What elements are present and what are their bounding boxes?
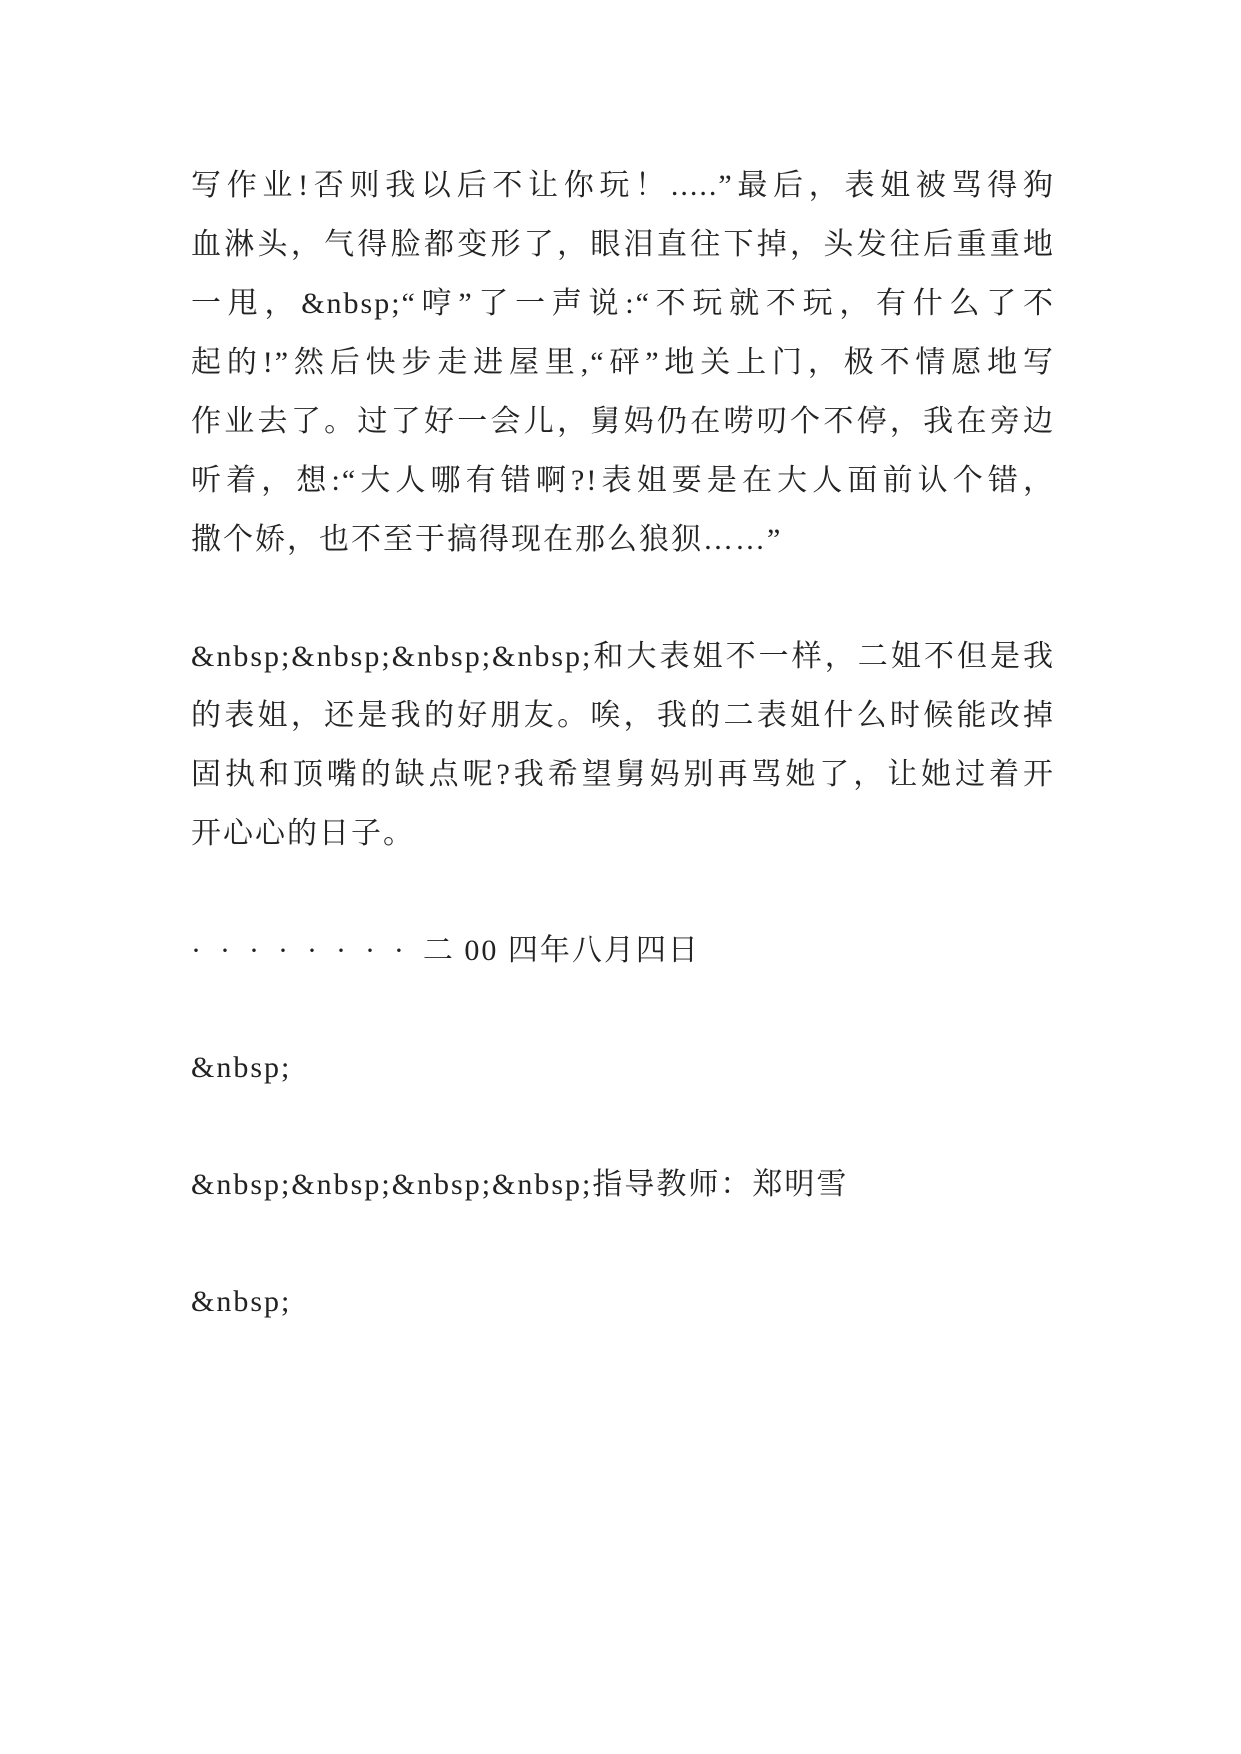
paragraph-line: 听着，想:“大人哪有错啊?!表姐要是在大人面前认个错， bbox=[191, 464, 1055, 497]
advisor-text: &nbsp;&nbsp;&nbsp;&nbsp;指导教师：郑明雪 bbox=[191, 1168, 849, 1201]
date-text bbox=[191, 921, 1055, 980]
date-line bbox=[191, 921, 1055, 980]
paragraph-line: 作业去了。过了好一会儿，舅妈仍在唠叨个不停，我在旁边 bbox=[191, 405, 1055, 438]
paragraph-line: 固执和顶嘴的缺点呢?我希望舅妈别再骂她了，让她过着开 bbox=[191, 758, 1055, 791]
paragraph-line: 起的!”然后快步走进屋里,“砰”地关上门，极不情愿地写 bbox=[191, 346, 1055, 379]
advisor-line bbox=[191, 1155, 1055, 1214]
spacer-text: &nbsp; bbox=[191, 1051, 292, 1084]
spacer-line-1 bbox=[191, 1038, 1055, 1097]
paragraph-2 bbox=[191, 627, 1055, 863]
date-value: 二 00 四年八月四日 bbox=[422, 934, 700, 967]
paragraph-line: 撒个娇，也不至于搞得现在那么狼狈……” bbox=[191, 523, 783, 556]
document-body bbox=[191, 156, 1055, 1389]
paragraph-1 bbox=[191, 156, 1055, 569]
paragraph-line: 写作业!否则我以后不让你玩！.....”最后，表姐被骂得狗 bbox=[191, 169, 1055, 202]
date-dots: ········ bbox=[191, 934, 423, 967]
paragraph-line: 开心心的日子。 bbox=[191, 817, 415, 850]
spacer-text: &nbsp; bbox=[191, 1285, 292, 1318]
paragraph-line: 一甩，&nbsp;“哼”了一声说:“不玩就不玩，有什么了不 bbox=[191, 287, 1055, 320]
paragraph-line: 血淋头，气得脸都变形了，眼泪直往下掉，头发往后重重地 bbox=[191, 228, 1055, 261]
paragraph-line: &nbsp;&nbsp;&nbsp;&nbsp;和大表姐不一样，二姐不但是我 bbox=[191, 640, 1055, 673]
spacer-line-2 bbox=[191, 1272, 1055, 1331]
paragraph-line: 的表姐，还是我的好朋友。唉，我的二表姐什么时候能改掉 bbox=[191, 699, 1055, 732]
